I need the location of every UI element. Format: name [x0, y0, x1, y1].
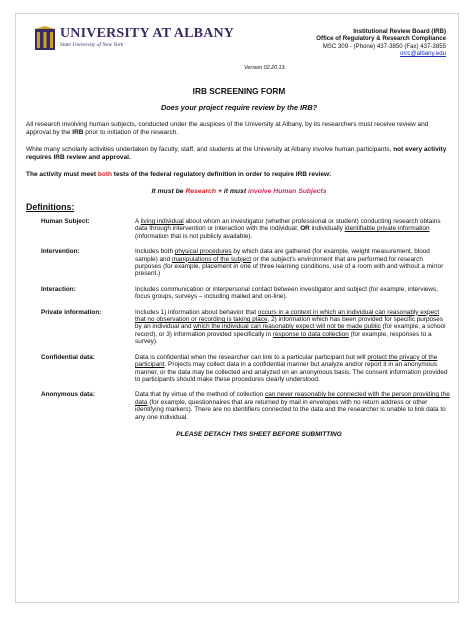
tests-text-a: The activity must meet: [26, 171, 98, 178]
form-question: Does your project require review by the IRB?: [160, 103, 318, 112]
office-line-compliance: Office of Regulatory & Research Compliance: [316, 35, 446, 43]
term-anonymous-data: Anonymous data:: [41, 391, 95, 399]
office-line-irb: Institutional Review Board (IRB): [353, 28, 446, 35]
definition-private-information: [26, 309, 452, 346]
scholarly-text-a: While many scholarly activities undertaken by faculty, staff, and students at the University at Albany involve human participants,: [26, 146, 394, 153]
university-subtitle: State University of New York: [60, 42, 124, 48]
detach-notice: PLEASE DETACH THIS SHEET BEFORE SUBMITTING: [176, 430, 342, 438]
office-line-phone: MSC 309 - (Phone) 437-3850 (Fax) 437-3855: [322, 42, 446, 50]
intro-text-irb: IRB: [72, 129, 84, 136]
term-private-information: Private information:: [41, 308, 102, 316]
definitions-heading: Definitions:: [26, 202, 75, 212]
intro-text-a: All research involving human subjects, conducted under the auspices of the University at Albany, by its researchers must receive review and approval by the: [26, 121, 429, 136]
definition-human-subject: [26, 218, 452, 240]
term-interaction: Interaction:: [41, 285, 76, 293]
term-human-subject: Human Subject:: [41, 218, 90, 225]
definition-anonymous-data: [26, 391, 452, 421]
requirement-plus: +: [216, 188, 224, 195]
definition-interaction: [26, 286, 452, 301]
definition-confidential-data: [26, 354, 452, 384]
tests-paragraph: [26, 171, 452, 179]
desc-human-subject: A living individual about whom an investigator (whether professional or student) conducting research obtains data through intervention or interaction with the individual; OR individually identifiable private information (information that is not publicly available).: [135, 218, 441, 240]
form-title: IRB SCREENING FORM: [192, 86, 286, 96]
office-email-link[interactable]: orrc@albany.edu: [399, 50, 446, 58]
intro-paragraph: [26, 121, 452, 137]
requirement-text-d: it must: [223, 188, 248, 195]
term-intervention: Intervention:: [41, 248, 80, 256]
scholarly-paragraph: [26, 146, 452, 162]
page-content: [26, 24, 452, 438]
desc-anonymous-data: Data that by virtue of the method of collection can never reasonably be connected with the person providing the data (for example, questionnaires that are returned by mail in envelopes with no return address or other identifying markers). There are no identifiers connected to the data and the researcher is unable to link data to any one individual.: [135, 391, 450, 421]
requirement-research: Research: [185, 188, 217, 195]
scholarly-text-b: not every activity requires IRB review and approval.: [26, 146, 447, 161]
university-logo: [34, 26, 234, 52]
requirement-line: [26, 188, 452, 195]
requirement-text-a: It must be: [151, 188, 186, 195]
letterhead: [26, 24, 452, 84]
office-address: [316, 28, 446, 58]
definitions-list: [26, 218, 452, 421]
document-page: [15, 13, 459, 603]
requirement-human-subjects: involve Human Subjects: [247, 188, 327, 195]
tests-text-both: both: [97, 171, 112, 178]
intro-text-c: prior to initiation of the research.: [83, 129, 179, 136]
desc-private-information: Includes 1) information about behavior that occurs in a context in which an individual can reasonably expect that no observation or recording is taking place, 2) information which has been provided for specific purposes by an individual and which the individual can reasonably expect will not be made public (for example, a school record), or 3) information provided specifically in response to data collection (for example, responses to a survey).: [135, 308, 446, 346]
seal-icon: [34, 26, 56, 52]
definition-intervention: [26, 248, 452, 278]
logo-text: [60, 26, 234, 48]
desc-confidential-data: Data is confidential when the researcher can link to a particular participant but will protect the privacy of the participant. Projects may collect data in a confidential manner but analyze and/or report it in an anonymous manner, or the data may be collected and analyzed on an anonymous basis. The consent information provided to participants should make these procedures clearly understood.: [135, 353, 448, 383]
university-name: UNIVERSITY AT ALBANY: [60, 26, 235, 41]
desc-interaction: Includes communication or interpersonal contact between investigator and subject (for example, interviews, focus groups, surveys – including mailed and on-line).: [135, 285, 438, 301]
desc-intervention: Includes both physical procedures by which data are gathered (for example, weight measurement, blood sample) and manipulations of the subject or the subject's environment that are performed for research purposes (for example, placement in one of three learning conditions, use of a room with and without a mirror present.): [135, 248, 444, 278]
version-label: Version 02.20.13.: [244, 65, 287, 71]
term-confidential-data: Confidential data:: [41, 353, 95, 361]
tests-text-c: tests of the federal regulatory definition in order to require IRB review:: [111, 171, 332, 178]
